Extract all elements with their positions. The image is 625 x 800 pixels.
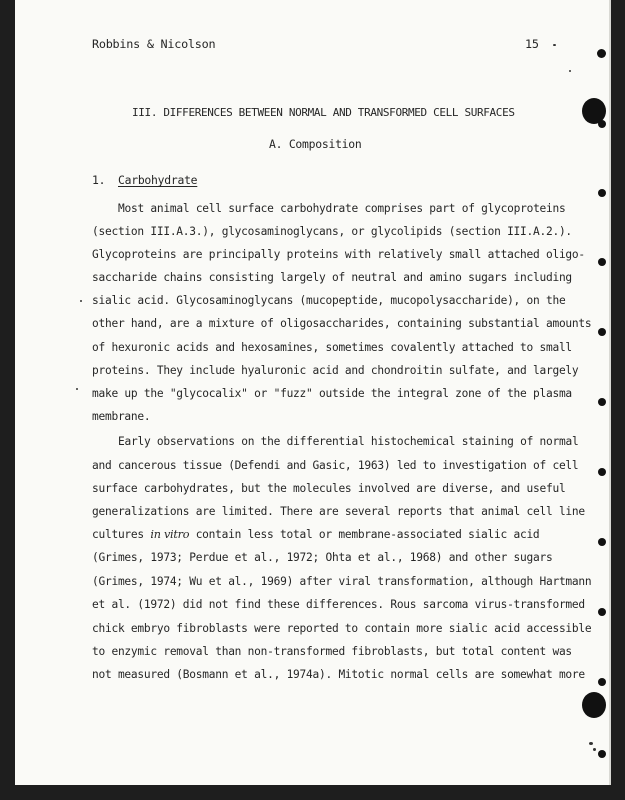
paragraph2-line: et al. (1972) did not find these differences. Rous sarcoma virus-transformed xyxy=(92,598,585,611)
page-edge xyxy=(609,0,611,785)
speck-mark xyxy=(553,44,556,46)
paragraph2-line: generalizations are limited. There are several reports that animal cell line xyxy=(92,505,585,518)
paragraph2-line: not measured (Bosmann et al., 1974a). Mitotic normal cells are somewhat more xyxy=(92,668,585,681)
speck-mark xyxy=(80,300,82,302)
line-text: cultures xyxy=(92,528,151,541)
heading-label: Carbohydrate xyxy=(118,173,198,187)
binder-hole xyxy=(582,692,606,718)
binder-hole xyxy=(598,258,606,266)
paragraph1-line: (section III.A.3.), glycosaminoglycans, or glycolipids (section III.A.2.). xyxy=(92,225,572,238)
paragraph1-line: of hexuronic acids and hexosamines, sometimes covalently attached to small xyxy=(92,341,572,354)
page-number: 15 xyxy=(525,37,539,51)
paragraph2-line xyxy=(92,528,539,541)
paragraph1-line: Most animal cell surface carbohydrate comprises part of glycoproteins xyxy=(118,202,566,215)
paragraph2-line: to enzymic removal than non-transformed fibroblasts, but total content was xyxy=(92,645,572,658)
header-authors: Robbins & Nicolson xyxy=(92,37,216,51)
binder-hole xyxy=(598,120,606,128)
paragraph2-line: Early observations on the differential histochemical staining of normal xyxy=(118,435,579,448)
paragraph2-line: chick embryo fibroblasts were reported to contain more sialic acid accessible xyxy=(92,622,592,635)
paragraph1-line: make up the "glycocalix" or "fuzz" outside the integral zone of the plasma xyxy=(92,387,572,400)
document-page xyxy=(15,0,611,785)
binder-hole xyxy=(598,678,606,686)
heading-number: 1. xyxy=(92,173,106,187)
binder-hole xyxy=(598,189,606,197)
binder-hole xyxy=(597,49,606,58)
binder-hole xyxy=(598,538,606,546)
paragraph2-line: (Grimes, 1973; Perdue et al., 1972; Ohta et al., 1968) and other sugars xyxy=(92,551,553,564)
section-title: III. DIFFERENCES BETWEEN NORMAL AND TRANSFORMED CELL SURFACES xyxy=(132,106,515,119)
paragraph1-line: Glycoproteins are principally proteins with relatively small attached oligo- xyxy=(92,248,585,261)
paragraph1-line: saccharide chains consisting largely of neutral and amino sugars including xyxy=(92,271,572,284)
paragraph1-line: membrane. xyxy=(92,410,151,423)
speck-mark xyxy=(589,742,593,745)
binder-hole xyxy=(598,750,606,758)
paragraph2-line: (Grimes, 1974; Wu et al., 1969) after viral transformation, although Hartmann xyxy=(92,575,592,588)
paragraph1-line: sialic acid. Glycosaminoglycans (mucopeptide, mucopolysaccharide), on the xyxy=(92,294,566,307)
speck-mark xyxy=(593,748,596,751)
binder-hole xyxy=(598,468,606,476)
binder-hole xyxy=(598,328,606,336)
italic-term: in vitro xyxy=(150,528,190,541)
binder-hole xyxy=(598,608,606,616)
binder-hole xyxy=(598,398,606,406)
paragraph2-line: surface carbohydrates, but the molecules involved are diverse, and useful xyxy=(92,482,566,495)
subsection-title: A. Composition xyxy=(269,137,362,151)
line-text: contain less total or membrane-associated sialic acid xyxy=(189,528,540,541)
paragraph1-line: proteins. They include hyaluronic acid and chondroitin sulfate, and largely xyxy=(92,364,579,377)
paragraph1-line: other hand, are a mixture of oligosaccharides, containing substantial amounts xyxy=(92,317,592,330)
paragraph2-line: and cancerous tissue (Defendi and Gasic, 1963) led to investigation of cell xyxy=(92,459,579,472)
speck-mark xyxy=(569,70,571,72)
speck-mark xyxy=(76,388,78,390)
